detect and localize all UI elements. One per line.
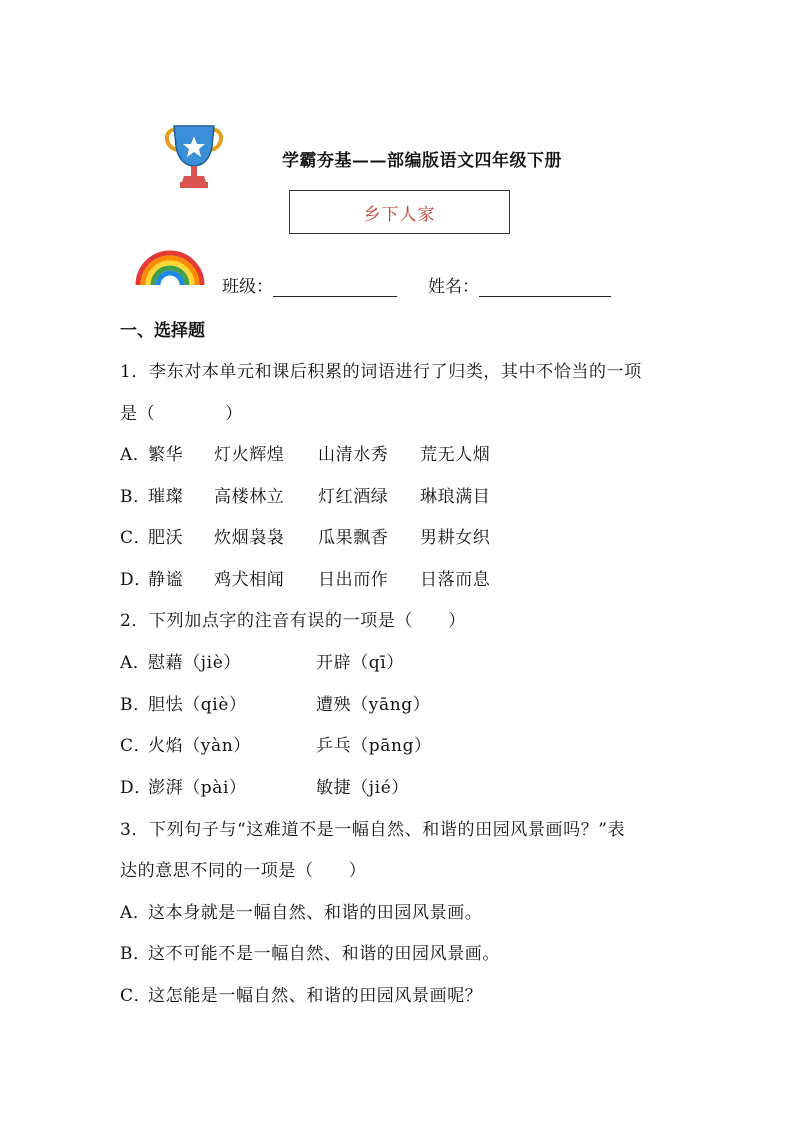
- rainbow-icon: [134, 247, 206, 287]
- page-title: 学霸夯基——部编版语文四年级下册: [282, 151, 562, 171]
- question-2-option-d[interactable]: [120, 773, 409, 798]
- option-word: 灯红酒绿: [318, 487, 389, 507]
- option-word: 日落而息: [420, 570, 491, 590]
- option-text: 这怎能是一幅自然、和谐的田园风景画呢？: [148, 986, 483, 1006]
- option-label: C．: [120, 736, 152, 756]
- question-3-option-a[interactable]: [120, 898, 482, 923]
- option-word: 灯火辉煌: [214, 445, 285, 465]
- option-label: D．: [120, 570, 152, 590]
- option-word: 澎湃（pài）: [148, 778, 247, 798]
- class-field: [222, 272, 397, 297]
- question-1-option-a[interactable]: [120, 440, 490, 465]
- question-1-text-cont: [120, 399, 243, 424]
- option-word: 炊烟袅袅: [214, 528, 285, 548]
- option-label: B．: [120, 487, 151, 507]
- option-word: 火焰（yàn）: [148, 736, 251, 756]
- question-1-option-b[interactable]: [120, 482, 490, 507]
- option-word: 鸡犬相闻: [214, 570, 285, 590]
- option-label: C．: [120, 986, 152, 1006]
- option-word: 璀璨: [148, 487, 184, 507]
- option-label: B．: [120, 695, 151, 715]
- name-input[interactable]: [479, 276, 611, 297]
- trophy-icon: [164, 124, 224, 190]
- option-label: C．: [120, 528, 152, 548]
- option-word: 日出而作: [318, 570, 389, 590]
- option-word: 乒乓（pāng）: [316, 736, 432, 756]
- question-3-option-c[interactable]: [120, 981, 482, 1006]
- question-2-option-a[interactable]: [120, 648, 404, 673]
- lesson-title: 乡下人家: [363, 204, 436, 225]
- option-label: A．: [120, 445, 151, 465]
- lesson-title-box: [289, 190, 510, 234]
- option-label: A．: [120, 903, 151, 923]
- option-word: 遭殃（yāng）: [316, 695, 431, 715]
- class-input[interactable]: [273, 276, 397, 297]
- option-word: 敏捷（jié）: [316, 778, 409, 798]
- name-label: 姓名：: [428, 277, 479, 297]
- option-label: D．: [120, 778, 152, 798]
- question-1-option-c[interactable]: [120, 523, 490, 548]
- option-label: A．: [120, 653, 151, 673]
- question-1-paren-open: 是（: [120, 404, 156, 424]
- option-word: 繁华: [148, 445, 184, 465]
- question-1-text: 1．李东对本单元和课后积累的词语进行了归类，其中不恰当的一项: [120, 362, 642, 382]
- option-word: 肥沃: [148, 528, 184, 548]
- option-word: 瓜果飘香: [318, 528, 389, 548]
- option-word: 胆怯（qiè）: [148, 695, 247, 715]
- option-label: B．: [120, 944, 151, 964]
- question-1-paren-close: ）: [225, 404, 243, 424]
- option-text: 这本身就是一幅自然、和谐的田园风景画。: [148, 903, 483, 923]
- option-word: 高楼林立: [214, 487, 285, 507]
- option-word: 荒无人烟: [420, 445, 491, 465]
- option-text: 这不可能不是一幅自然、和谐的田园风景画。: [148, 944, 500, 964]
- section-title: 一、选择题: [120, 321, 205, 341]
- option-word: 男耕女织: [420, 528, 491, 548]
- question-3-text-cont: 达的意思不同的一项是（ ）: [120, 861, 367, 881]
- question-2-option-c[interactable]: [120, 731, 432, 756]
- question-2-option-b[interactable]: [120, 690, 430, 715]
- question-1-option-d[interactable]: [120, 565, 490, 590]
- option-word: 静谧: [148, 570, 184, 590]
- option-word: 琳琅满目: [420, 487, 491, 507]
- question-3-option-b[interactable]: [120, 939, 500, 964]
- option-word: 开辟（qī）: [316, 653, 404, 673]
- option-word: 慰藉（jiè）: [148, 653, 241, 673]
- question-3-text: 3．下列句子与“这难道不是一幅自然、和谐的田园风景画吗？”表: [120, 820, 626, 840]
- option-word: 山清水秀: [318, 445, 389, 465]
- name-field: [428, 272, 611, 297]
- question-2-text: 2．下列加点字的注音有误的一项是（ ）: [120, 611, 466, 631]
- class-label: 班级：: [222, 277, 273, 297]
